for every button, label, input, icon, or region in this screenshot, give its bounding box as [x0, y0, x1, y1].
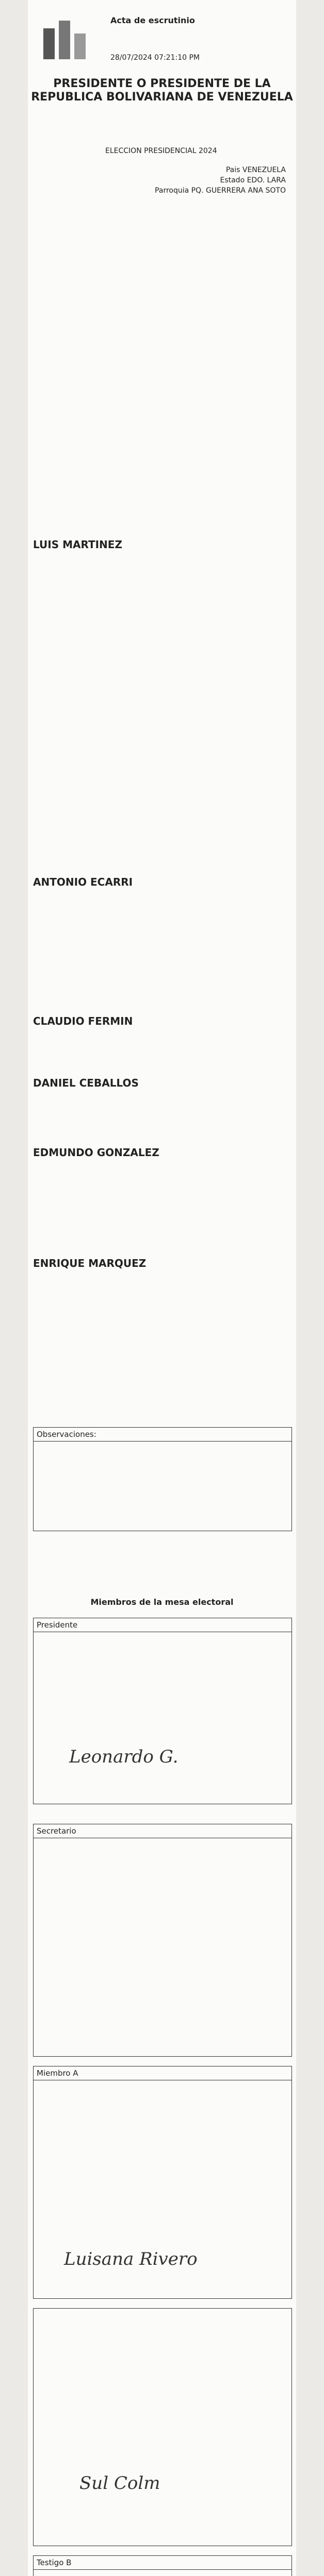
member-a-role: Miembro A [34, 2066, 291, 2080]
candidate-claudio-fermin: CLAUDIO FERMIN [33, 1015, 133, 1027]
president-role: Presidente [34, 1618, 291, 1632]
country: Pais VENEZUELA [225, 166, 286, 174]
witness-a-block [33, 2308, 292, 2546]
candidate-edmundo-gonzalez: EDMUNDO GONZALEZ [33, 1146, 159, 1159]
president-block [33, 1618, 292, 1804]
witness-b-role: Testigo B [34, 2556, 291, 2570]
candidate-luis-martinez: LUIS MARTINEZ [33, 538, 122, 551]
location-info [90, 165, 286, 196]
observations-label: Observaciones: [34, 1428, 291, 1442]
president-signature: Leonardo G. [69, 1747, 179, 1767]
observations-box [33, 1427, 292, 1531]
witness-b-block [33, 2555, 292, 2576]
scrutiny-act-receipt [28, 0, 296, 2576]
election-name: ELECCION PRESIDENCIAL 2024 [105, 147, 217, 155]
member-a-signature: Luisana Rivero [64, 2249, 198, 2269]
witness-a-signature: Sul Colm [79, 2473, 160, 2494]
act-title: PRESIDENTE O PRESIDENTE DE LA REPUBLICA BOLIVARIANA DE VENEZUELA [31, 77, 293, 104]
parish: Parroquia PQ. GUERRERA ANA SOTO [155, 187, 286, 195]
act-header [110, 15, 286, 62]
act-timestamp: 28/07/2024 07:21:10 PM [110, 54, 200, 62]
secretary-role: Secretario [34, 1824, 291, 1838]
candidate-enrique-marquez: ENRIQUE MARQUEZ [33, 1257, 147, 1269]
act-label: Acta de escrutinio [110, 15, 195, 25]
candidate-antonio-ecarri: ANTONIO ECARRI [33, 876, 133, 888]
candidate-daniel-ceballos: DANIEL CEBALLOS [33, 1077, 139, 1089]
cne-logo [38, 15, 92, 64]
secretary-block [33, 1824, 292, 2057]
state: Estado EDO. LARA [220, 176, 286, 184]
members-title: Miembros de la mesa electoral [90, 1597, 234, 1607]
